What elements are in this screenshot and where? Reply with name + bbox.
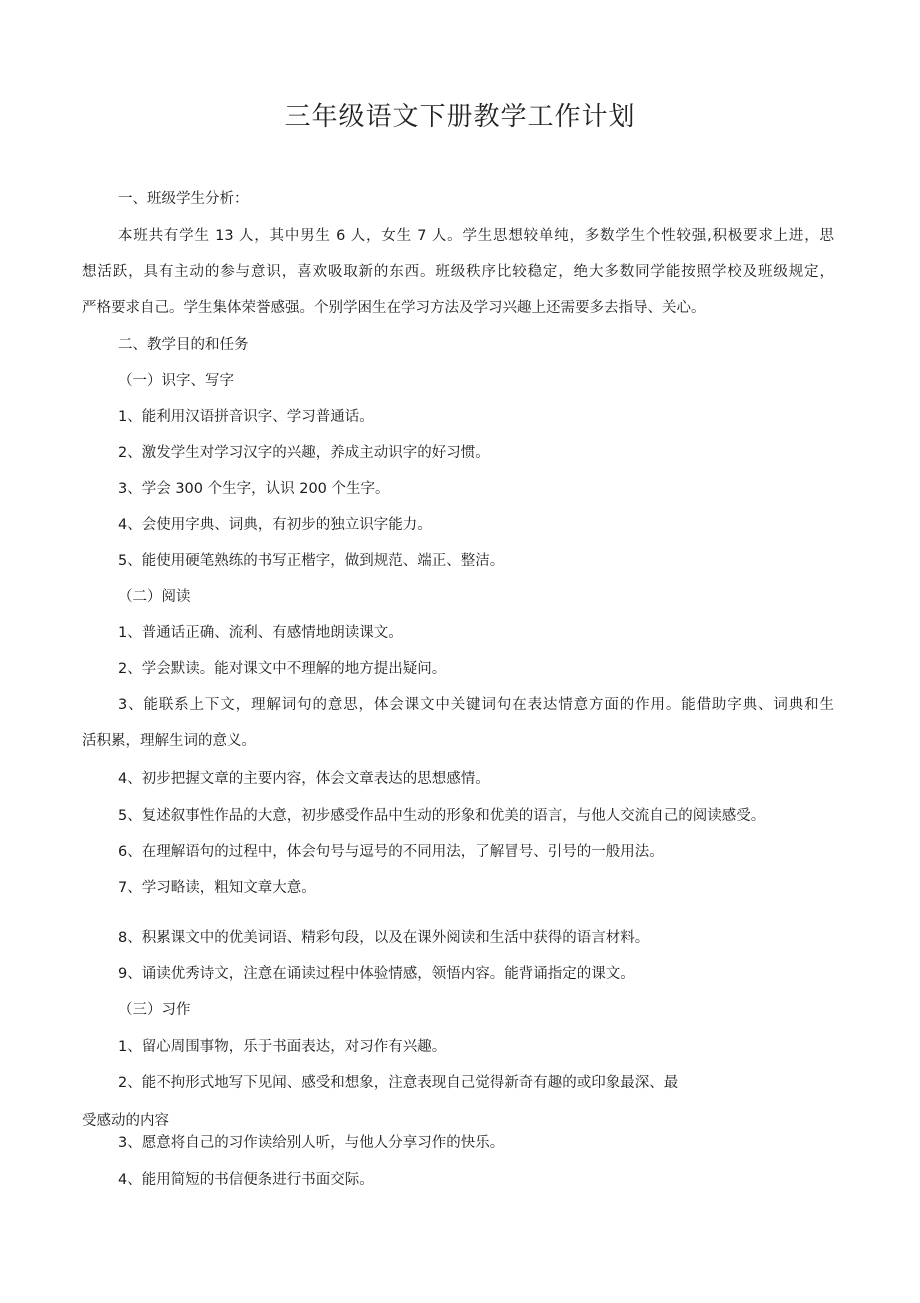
list-item: 4、初步把握文章的主要内容，体会文章表达的思想感情。 [118,771,490,787]
subsection-heading-writing: （三）习作 [118,1002,191,1018]
list-item: 8、积累课文中的优美词语、精彩句段，以及在课外阅读和生活中获得的语言材料。 [118,930,650,946]
list-item: 4、能用简短的书信便条进行书面交际。 [118,1172,374,1188]
list-item: 2、能不拘形式地写下见闻、感受和想象，注意表现自己觉得新奇有趣的或印象最深、最 [118,1075,679,1091]
section-heading-goals: 二、教学目的和任务 [118,337,249,353]
list-item: 9、诵读优秀诗文，注意在诵读过程中体验情感，领悟内容。能背诵指定的课文。 [118,966,635,982]
list-item: 5、能使用硬笔熟练的书写正楷字，做到规范、端正、整洁。 [118,553,505,569]
list-item: 1、留心周围事物，乐于书面表达，对习作有兴趣。 [118,1039,447,1055]
subsection-heading-literacy: （一）识字、写字 [118,373,234,389]
list-item: 1、普通话正确、流利、有感情地朗读课文。 [118,625,403,641]
list-item: 5、复述叙事性作品的大意，初步感受作品中生动的形象和优美的语言，与他人交流自己的阅读感受。 [118,808,766,824]
paragraph-line: 想活跃，具有主动的参与意识，喜欢吸取新的东西。班级秩序比较稳定，绝大多数同学能按照学校及班级规定， [82,264,834,280]
list-item: 7、学习略读，粗知文章大意。 [118,880,316,896]
paragraph-line: 严格要求自己。学生集体荣誉感强。个别学困生在学习方法及学习兴趣上还需要多去指导、关心。 [82,300,706,316]
list-item: 2、学会默读。能对课文中不理解的地方提出疑问。 [118,661,447,677]
list-item: 1、能利用汉语拼音识字、学习普通话。 [118,409,374,425]
list-item: 3、愿意将自己的习作读给别人听，与他人分享习作的快乐。 [118,1135,505,1151]
list-item: 3、能联系上下文，理解词句的意思，体会课文中关键词句在表达情意方面的作用。能借助字典、词典和生 [118,697,834,713]
list-item: 2、激发学生对学习汉字的兴趣，养成主动识字的好习惯。 [118,445,490,461]
list-item-continuation: 活积累，理解生词的意义。 [82,733,256,749]
subsection-heading-reading: （二）阅读 [118,589,191,605]
section-heading-class-analysis: 一、班级学生分析： [118,191,249,207]
list-item-continuation: 受感动的内容 [82,1113,169,1129]
list-item: 3、学会 300 个生字，认识 200 个生字。 [118,481,390,497]
paragraph-line: 本班共有学生 13 人，其中男生 6 人，女生 7 人。学生思想较单纯，多数学生个性较强,积极要求上进，思 [118,228,834,244]
list-item: 4、会使用字典、词典，有初步的独立识字能力。 [118,517,432,533]
list-item: 6、在理解语句的过程中，体会句号与逗号的不同用法，了解冒号、引号的一般用法。 [118,844,664,860]
document-title: 三年级语文下册教学工作计划 [284,102,636,132]
